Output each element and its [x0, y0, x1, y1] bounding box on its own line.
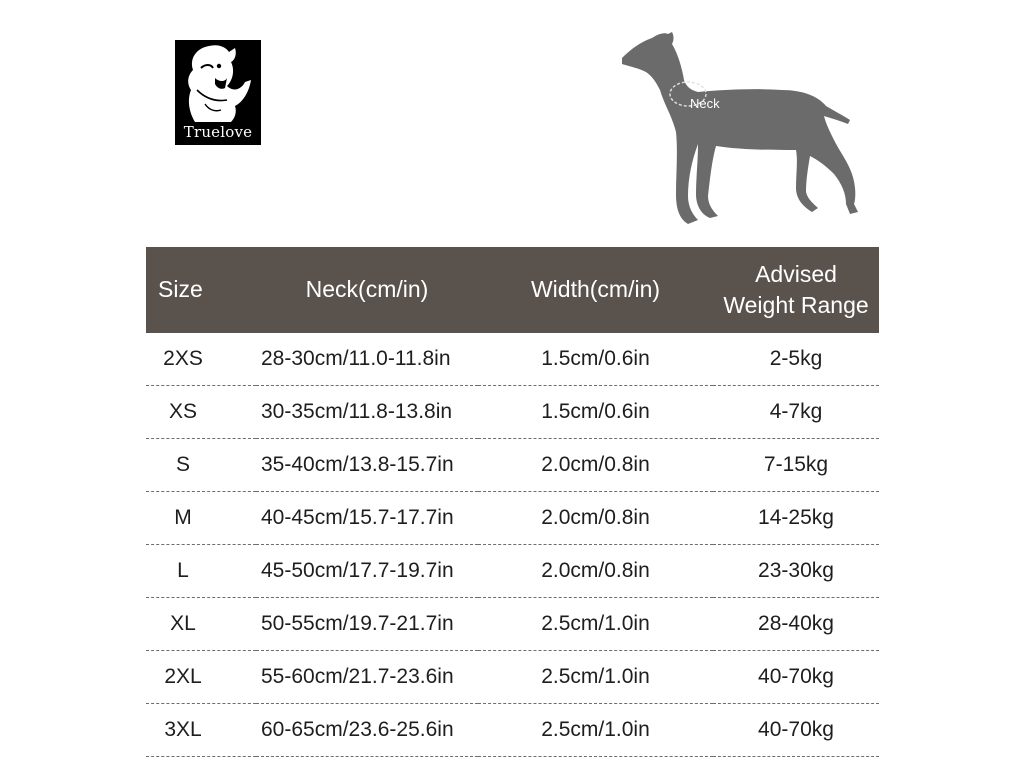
cell-size: S — [146, 439, 256, 492]
cell-width: 2.5cm/1.0in — [478, 704, 713, 757]
cell-neck: 50-55cm/19.7-21.7in — [256, 598, 478, 651]
brand-name: Truelove — [183, 123, 253, 141]
cell-weight: 40-70kg — [713, 651, 879, 704]
size-chart-table — [146, 247, 879, 757]
cell-neck: 60-65cm/23.6-25.6in — [256, 704, 478, 757]
table-header-row — [146, 247, 879, 333]
cell-weight: 4-7kg — [713, 386, 879, 439]
cell-width: 2.0cm/0.8in — [478, 439, 713, 492]
table-row — [146, 386, 879, 439]
cell-weight: 23-30kg — [713, 545, 879, 598]
table-row — [146, 651, 879, 704]
header-neck: Neck(cm/in) — [256, 247, 478, 333]
cell-weight: 14-25kg — [713, 492, 879, 545]
table-row — [146, 333, 879, 386]
cell-neck: 28-30cm/11.0-11.8in — [256, 333, 478, 386]
table-row — [146, 545, 879, 598]
header-width: Width(cm/in) — [478, 247, 713, 333]
cell-size: 3XL — [146, 704, 256, 757]
cell-size: 2XL — [146, 651, 256, 704]
header-weight-line1: Advised — [755, 260, 837, 287]
cell-size: L — [146, 545, 256, 598]
cell-width: 2.5cm/1.0in — [478, 598, 713, 651]
table-row — [146, 439, 879, 492]
cell-width: 2.0cm/0.8in — [478, 545, 713, 598]
brand-logo — [175, 40, 261, 145]
cell-size: XL — [146, 598, 256, 651]
cell-weight: 28-40kg — [713, 598, 879, 651]
cell-size: XS — [146, 386, 256, 439]
cell-size: M — [146, 492, 256, 545]
cell-weight: 7-15kg — [713, 439, 879, 492]
table-row — [146, 598, 879, 651]
table-row — [146, 492, 879, 545]
neck-label: Neck — [690, 96, 720, 111]
cell-width: 1.5cm/0.6in — [478, 386, 713, 439]
cell-neck: 40-45cm/15.7-17.7in — [256, 492, 478, 545]
cell-size: 2XS — [146, 333, 256, 386]
header-weight — [713, 247, 879, 333]
cell-weight: 2-5kg — [713, 333, 879, 386]
cell-width: 1.5cm/0.6in — [478, 333, 713, 386]
header-weight-line2: Weight Range — [723, 292, 869, 318]
cell-neck: 30-35cm/11.8-13.8in — [256, 386, 478, 439]
cell-neck: 45-50cm/17.7-19.7in — [256, 545, 478, 598]
cell-weight: 40-70kg — [713, 704, 879, 757]
cell-width: 2.0cm/0.8in — [478, 492, 713, 545]
table-row — [146, 704, 879, 757]
cell-neck: 35-40cm/13.8-15.7in — [256, 439, 478, 492]
header-size: Size — [146, 247, 256, 333]
dog-silhouette-icon — [612, 28, 862, 233]
cell-width: 2.5cm/1.0in — [478, 651, 713, 704]
cell-neck: 55-60cm/21.7-23.6in — [256, 651, 478, 704]
